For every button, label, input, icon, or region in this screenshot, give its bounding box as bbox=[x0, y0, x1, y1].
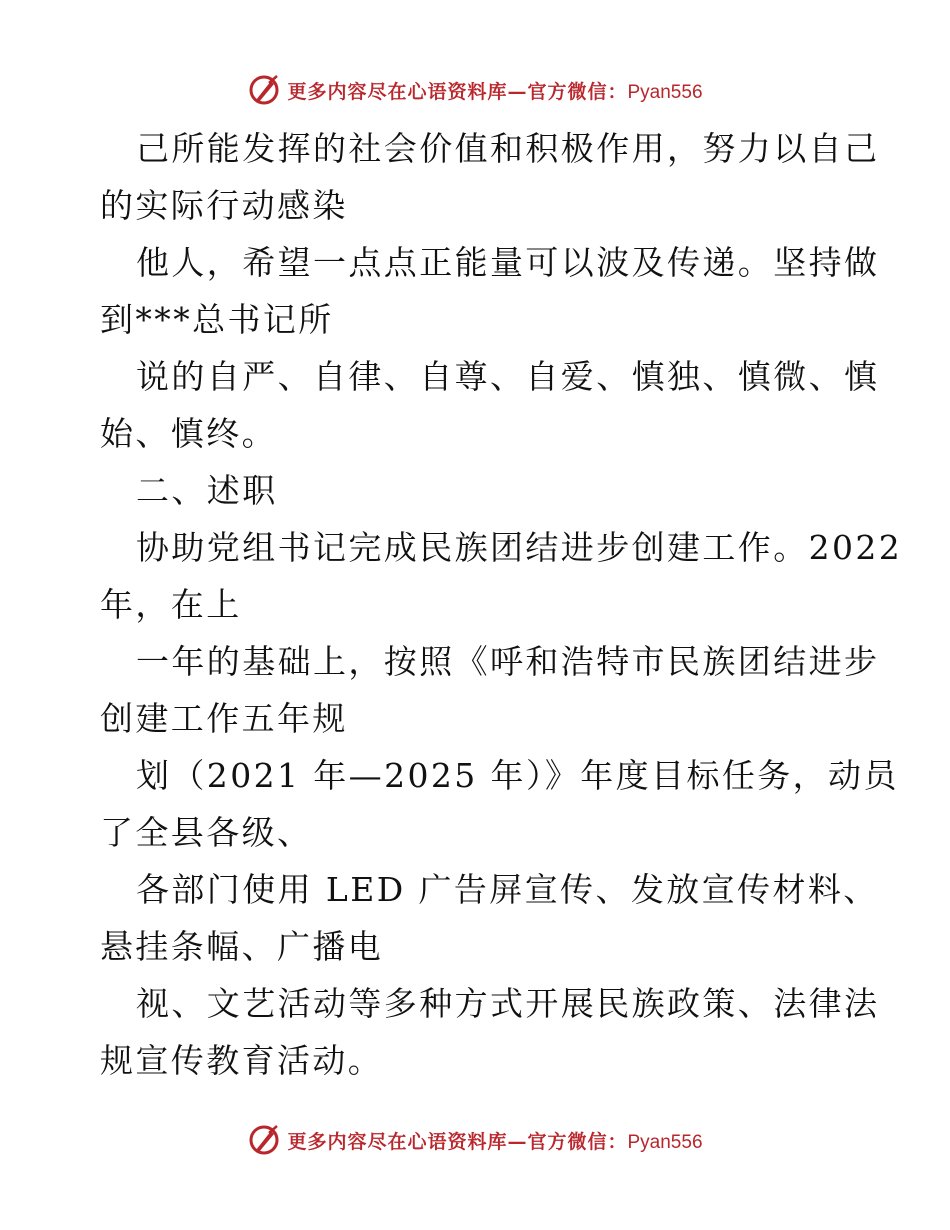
text-line: 视、文艺活动等多种方式开展民族政策、法律法 bbox=[136, 984, 880, 1023]
text-line: 悬挂条幅、广播电 bbox=[100, 927, 384, 966]
text-line: 始、慎终。 bbox=[100, 414, 277, 453]
text-line: 协助党组书记完成民族团结进步创建工作。2022 bbox=[136, 528, 903, 567]
watermark-text bbox=[287, 1127, 702, 1154]
text-line: 各部门使用 LED 广告屏宣传、发放宣传材料、 bbox=[136, 870, 879, 909]
section-heading: 二、述职 bbox=[136, 471, 278, 510]
text-line: 了全县各级、 bbox=[100, 813, 313, 852]
quill-pen-circle-icon bbox=[247, 73, 281, 107]
watermark-text bbox=[287, 77, 702, 104]
quill-pen-circle-icon bbox=[247, 1123, 281, 1157]
text-line: 到***总书记所 bbox=[100, 300, 334, 339]
wechat-id: Pyan556 bbox=[627, 1131, 703, 1153]
document-body bbox=[100, 120, 903, 1089]
text-line: 划（2021 年—2025 年）》年度目标任务，动员 bbox=[136, 756, 899, 795]
watermark-label: 更多内容尽在心语资料库—官方微信： bbox=[287, 1130, 628, 1153]
text-line: 创建工作五年规 bbox=[100, 699, 348, 738]
text-line: 年，在上 bbox=[100, 585, 242, 624]
header-watermark bbox=[0, 70, 950, 110]
text-line: 己所能发挥的社会价值和积极作用，努力以自己 bbox=[136, 129, 880, 168]
text-line: 规宣传教育活动。 bbox=[100, 1041, 384, 1080]
text-line: 说的自严、自律、自尊、自爱、慎独、慎微、慎 bbox=[136, 357, 880, 396]
text-line: 的实际行动感染 bbox=[100, 186, 348, 225]
watermark-label: 更多内容尽在心语资料库—官方微信： bbox=[287, 80, 628, 103]
text-line: 一年的基础上，按照《呼和浩特市民族团结进步 bbox=[136, 642, 880, 681]
text-line: 他人，希望一点点正能量可以波及传递。坚持做 bbox=[136, 243, 880, 282]
wechat-id: Pyan556 bbox=[627, 81, 703, 103]
footer-watermark bbox=[0, 1120, 950, 1160]
